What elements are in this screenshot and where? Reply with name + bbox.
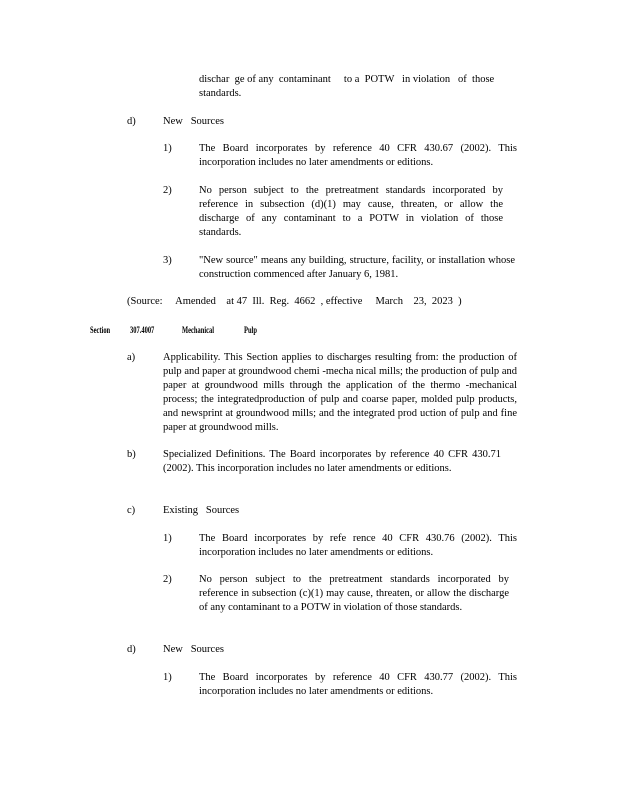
paragraph-a-text: Applicability. This Section applies to discharges resulting from: the production of pulp and paper at groundwood chemi -mecha nical mills; the production of pulp and paper at groundwood mills through the application of the thermo -mechanical process; the integratedproduction of pulp and coarse paper, molded pulp products, and newsprint at groundwood mills; and the integrated prod uction of pulp and fine paper at groundwood mills. [163, 352, 517, 433]
section-title-word1: Mechanical [182, 325, 215, 335]
item-number: 3) [163, 255, 172, 266]
item-text: No person subject to the pretreatment standards incorporated by reference in subsection (d)(1) may cause, threaten, or allow the discharge of any contaminant to a POTW in violation of those standards. [199, 185, 503, 238]
item-number: 2) [163, 574, 172, 585]
item-number: 1) [163, 143, 172, 154]
item-number: 1) [163, 672, 172, 683]
subsection-d-title: New Sources [163, 116, 224, 127]
subsection-d2-marker: d) [127, 644, 136, 655]
item-number: 1) [163, 533, 172, 544]
subsection-d-marker: d) [127, 116, 136, 127]
item-text: "New source" means any building, structure, facility, or installation whose construction commenced after January 6, 1981. [199, 255, 515, 280]
source-note: (Source: Amended at 47 Ill. Reg. 4662 , effective March 23, 2023 ) [127, 296, 462, 307]
item-text: The Board incorporates by reference 40 CFR 430.67 (2002). This incorporation includes no later amendments or editions. [199, 143, 517, 168]
section-number: 307.4007 [130, 325, 155, 335]
item-text: The Board incorporates by refe rence 40 CFR 430.76 (2002). This incorporation includes no later amendments or editions. [199, 533, 517, 558]
subsection-d2-title: New Sources [163, 644, 224, 655]
top-fragment-line1: dischar ge of any contaminant to a POTW in violation of those [199, 74, 495, 85]
item-text: No person subject to the pretreatment standards incorporated by reference in subsection (c)(1) may cause, threaten, or allow the discharge of any contaminant to a POTW in violation of those standards. [199, 574, 509, 613]
item-text: The Board incorporates by reference 40 CFR 430.77 (2002). This incorporation includes no later amendments or editions. [199, 672, 517, 697]
paragraph-b-marker: b) [127, 449, 136, 460]
top-fragment-line2: standards. [199, 88, 242, 99]
paragraph-a-marker: a) [127, 352, 136, 363]
subsection-c-title: Existing Sources [163, 505, 240, 516]
item-number: 2) [163, 185, 172, 196]
section-label: Section [90, 325, 111, 335]
subsection-c-marker: c) [127, 505, 136, 516]
section-title-word2: Pulp [244, 325, 257, 335]
paragraph-b-text: Specialized Definitions. The Board incorporates by reference 40 CFR 430.71 (2002). This incorporation includes no later amendments or editions. [163, 449, 501, 474]
